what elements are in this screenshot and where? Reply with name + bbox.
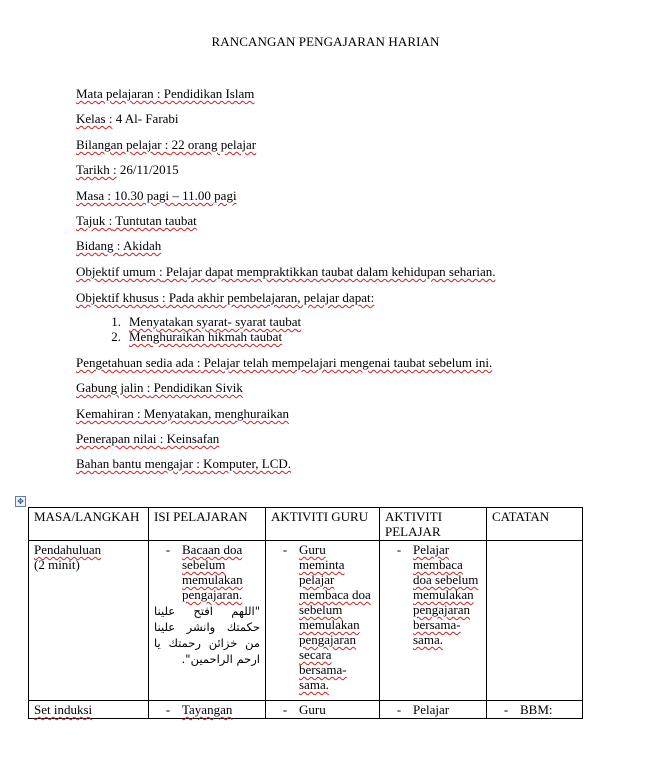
cell-guru: - Guru	[266, 701, 380, 719]
objective-item: 1. Menyatakan syarat- syarat taubat	[111, 314, 302, 329]
field-pengetahuan-sedia-ada: Pengetahuan sedia ada : Pelajar telah mempelajari mengenai taubat sebelum ini.	[76, 355, 493, 370]
header-isi-pelajaran: ISI PELAJARAN	[149, 508, 266, 541]
field-tarikh: Tarikh : 26/11/2015	[76, 162, 179, 177]
field-kelas: Kelas : 4 Al- Farabi	[76, 111, 179, 126]
cell-masa: Pendahuluan (2 minit)	[29, 541, 149, 701]
document-title: RANCANGAN PENGAJARAN HARIAN	[211, 34, 440, 49]
table-header-row	[29, 508, 583, 541]
field-bahan-bantu-mengajar: Bahan bantu mengajar : Komputer, LCD.	[76, 456, 292, 471]
header-masa-langkah: MASA/LANGKAH	[29, 508, 149, 541]
lesson-plan-table	[28, 507, 583, 719]
cell-catatan: - BBM:	[487, 701, 583, 719]
field-penerapan-nilai: Penerapan nilai : Keinsafan	[76, 431, 220, 446]
field-bidang: Bidang : Akidah	[76, 238, 162, 253]
field-objektif-khusus: Objektif khusus : Pada akhir pembelajaran, pelajar dapat:	[76, 290, 375, 305]
header-aktiviti-pelajar: AKTIVITI PELAJAR	[380, 508, 487, 541]
table-row	[29, 701, 583, 719]
field-objektif-umum: Objektif umum : Pelajar dapat mempraktikkan taubat dalam kehidupan seharian.	[76, 264, 496, 279]
cell-pelajar: - Pelajar	[380, 701, 487, 719]
field-tajuk: Tajuk : Tuntutan taubat	[76, 213, 197, 228]
cell-guru: - Guru meminta pelajar membaca doa sebelum memulakan pengajaran secara bersama-sama.	[266, 541, 380, 701]
field-kemahiran: Kemahiran : Menyatakan, menghuraikan	[76, 406, 289, 421]
arabic-prayer-text: "اللهم افتح علينا حكمتك وانشر علينا من خزائن رحمتك يا ارحم الراحمين".	[154, 604, 260, 666]
objective-item: 2. Menghuraikan hikmah taubat	[111, 329, 283, 344]
cell-masa: Set induksi	[29, 701, 149, 719]
table-move-handle-icon[interactable]: ✥	[15, 496, 26, 507]
header-catatan: CATATAN	[487, 508, 583, 541]
field-masa: Masa : 10.30 pagi – 11.00 pagi	[76, 188, 237, 203]
table-row	[29, 541, 583, 701]
field-gabung-jalin: Gabung jalin : Pendidikan Sivik	[76, 380, 243, 395]
field-mata-pelajaran: Mata pelajaran : Pendidikan Islam	[76, 86, 255, 101]
cell-pelajar: - Pelajar membaca doa sebelum memulakan pengajaran bersama-sama.	[380, 541, 487, 701]
cell-isi: - Tayangan	[149, 701, 266, 719]
field-bilangan-pelajar: Bilangan pelajar : 22 orang pelajar	[76, 137, 257, 152]
header-aktiviti-guru: AKTIVITI GURU	[266, 508, 380, 541]
cell-isi: - Bacaan doa sebelum memulakan pengajaran. "اللهم افتح علينا حكمتك وانشر علينا من خزائن رحمتك يا ارحم الراحمين".	[149, 541, 266, 701]
objective-list	[76, 314, 301, 344]
cell-catatan	[487, 541, 583, 701]
